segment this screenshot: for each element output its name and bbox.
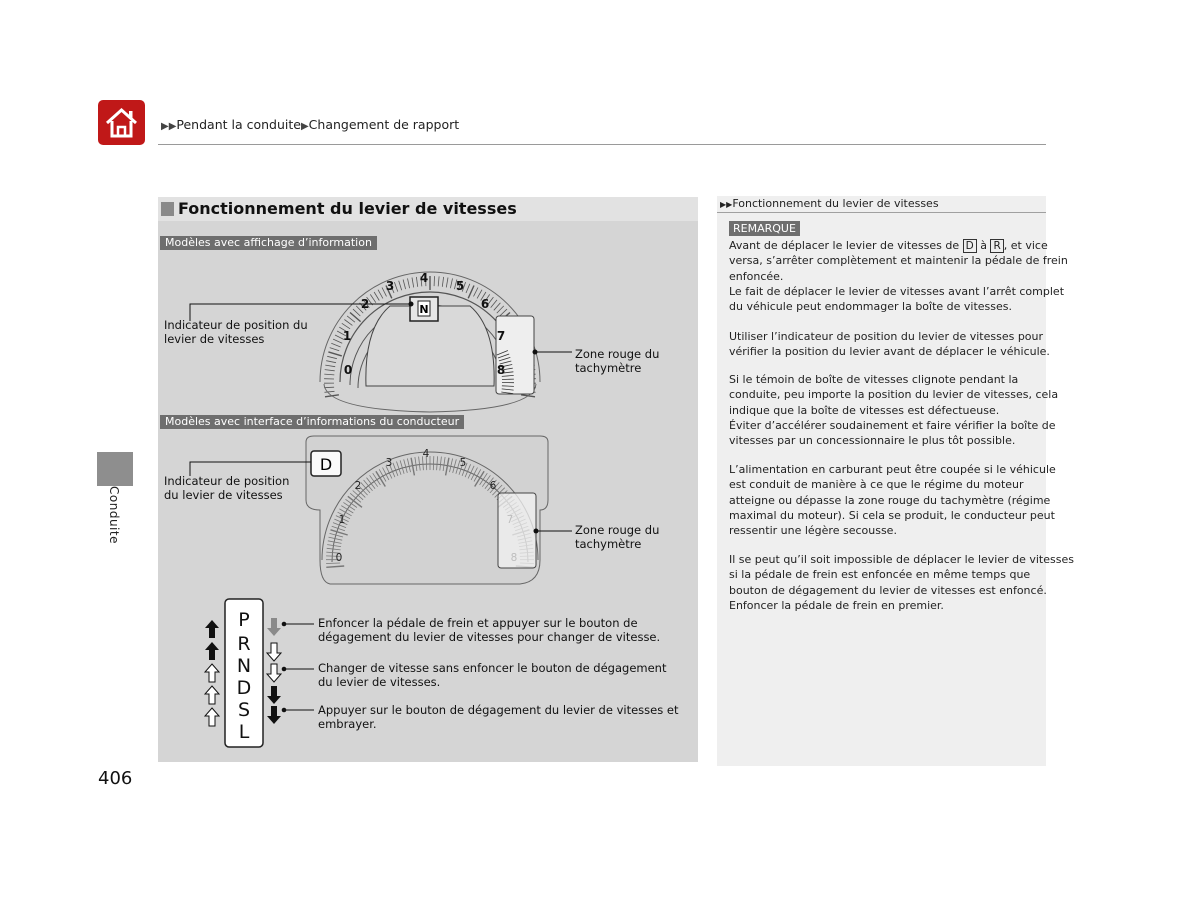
gauge-1-gear-glyph: N <box>419 303 429 316</box>
note-paragraph-3: Si le témoin de boîte de vitesses clignote pendant la conduite, peu importe la position du levier de vitesses, cela indique que la boîte de vitesses est défectueuse. Éviter d’accélérer soudainement et faire vérifier la boîte de vitesses par un concessionnaire le plus tôt possible. <box>729 373 1059 448</box>
svg-text:3: 3 <box>385 457 393 469</box>
section-title: Fonctionnement du levier de vitesses <box>178 199 517 218</box>
arrow-up-solid-icon <box>205 642 219 660</box>
svg-text:2: 2 <box>360 297 370 311</box>
svg-text:5: 5 <box>455 279 465 293</box>
note-paragraph-4: L’alimentation en carburant peut être coupée si le véhicule est conduit de manière à ce que le régime du moteur atteigne ou dépasse la zone rouge du tachymètre (régime maximal du moteur). Si cela se produit, le conducteur peut ressentir une légère secousse. <box>729 463 1056 538</box>
gauge-2-redzone-box <box>498 493 536 568</box>
svg-text:4: 4 <box>419 271 429 285</box>
gear-gate <box>205 599 314 747</box>
svg-text:D: D <box>236 677 252 699</box>
svg-text:1: 1 <box>338 514 346 526</box>
arrow-down-outline-icon <box>267 643 281 661</box>
right-arrow-column <box>267 618 281 724</box>
left-arrow-column <box>205 620 219 726</box>
svg-text:3: 3 <box>385 279 395 293</box>
breadcrumb-arrow-icon: ▶▶ <box>161 121 177 132</box>
home-icon <box>98 100 145 145</box>
model1-heading: Modèles avec affichage d’information <box>160 236 377 250</box>
breadcrumb-arrow-icon: ▶ <box>300 121 309 132</box>
arrow-down-solid-icon <box>267 686 281 704</box>
note-paragraph-1: Avant de déplacer le levier de vitesses de D à R , et vice versa, s’arrêter complètement et maintenir la pédale de frein enfoncée. Le fait de déplacer le levier de vitesses avant l’arrêt complet du véhicule peut endommager la boîte de vitesses. <box>729 239 1068 314</box>
svg-text:P: P <box>238 609 250 631</box>
breadcrumb-item[interactable]: Changement de rapport <box>308 117 460 132</box>
chapter-tab[interactable] <box>97 452 133 486</box>
redzone-label-1: Zone rouge du tachymètre <box>575 347 660 375</box>
svg-text:S: S <box>237 699 251 721</box>
gate-legend-1: Enfoncer la pédale de frein et appuyer sur le bouton de dégagement du levier de vitesses pour changer de vitesse. <box>318 616 661 644</box>
gauge-2 <box>190 436 572 584</box>
arrow-up-outline-icon <box>205 686 219 704</box>
gate-legend-3: Appuyer sur le bouton de dégagement du levier de vitesses et embrayer. <box>318 703 679 731</box>
svg-text:0: 0 <box>335 552 343 564</box>
svg-text:4: 4 <box>422 448 430 460</box>
gear-positions <box>237 609 252 743</box>
arrow-down-outline-icon <box>267 664 281 682</box>
indicator-label-1: Indicateur de position du levier de vitesses <box>164 318 308 346</box>
svg-text:L: L <box>238 721 250 743</box>
svg-text:5: 5 <box>459 457 467 469</box>
svg-text:N: N <box>236 655 252 677</box>
svg-text:6: 6 <box>480 297 490 311</box>
header-divider <box>158 144 1046 145</box>
indicator-label-2: Indicateur de position du levier de vitesses <box>164 474 290 502</box>
arrow-up-outline-icon <box>205 664 219 682</box>
svg-text:0: 0 <box>343 363 353 377</box>
page-number: 406 <box>98 768 133 789</box>
note-title[interactable]: ▶▶Fonctionnement du levier de vitesses <box>720 197 939 210</box>
breadcrumb-item[interactable]: Pendant la conduite <box>176 117 301 132</box>
svg-text:2: 2 <box>354 480 362 492</box>
svg-text:7: 7 <box>496 329 506 343</box>
note-badge: REMARQUE <box>729 221 800 236</box>
arrow-down-solid-icon <box>267 706 281 724</box>
section-marker <box>161 202 174 216</box>
breadcrumb <box>161 117 459 132</box>
svg-text:1: 1 <box>342 329 352 343</box>
arrow-up-outline-icon <box>205 708 219 726</box>
gate-legend-2: Changer de vitesse sans enfoncer le bouton de dégagement du levier de vitesses. <box>318 661 667 689</box>
key-d: D <box>963 239 977 253</box>
gauge-2-gear-glyph: D <box>319 455 333 474</box>
svg-text:6: 6 <box>489 480 497 492</box>
svg-text:8: 8 <box>496 363 506 377</box>
svg-text:R: R <box>237 633 251 655</box>
note-paragraph-2: Utiliser l’indicateur de position du levier de vitesses pour vérifier la position du levier avant de déplacer le véhicule. <box>729 330 1050 359</box>
arrow-up-solid-icon <box>205 620 219 638</box>
home-button[interactable] <box>98 100 145 145</box>
note-paragraph-5: Il se peut qu’il soit impossible de déplacer le levier de vitesses si la pédale de frein est enfoncée en même temps que bouton de dégagement du levier de vitesses est enfoncé. Enfoncer la pédale de frein en premier. <box>729 553 1074 612</box>
arrow-down-gray-icon <box>267 618 281 636</box>
note-arrow-icon: ▶▶ <box>720 200 733 209</box>
gauge-1-redzone-box <box>496 316 534 394</box>
key-r: R <box>990 239 1003 253</box>
model2-heading: Modèles avec interface d’informations du conducteur <box>160 415 464 429</box>
chapter-label: Conduite <box>107 486 121 544</box>
redzone-label-2: Zone rouge du tachymètre <box>575 523 660 551</box>
